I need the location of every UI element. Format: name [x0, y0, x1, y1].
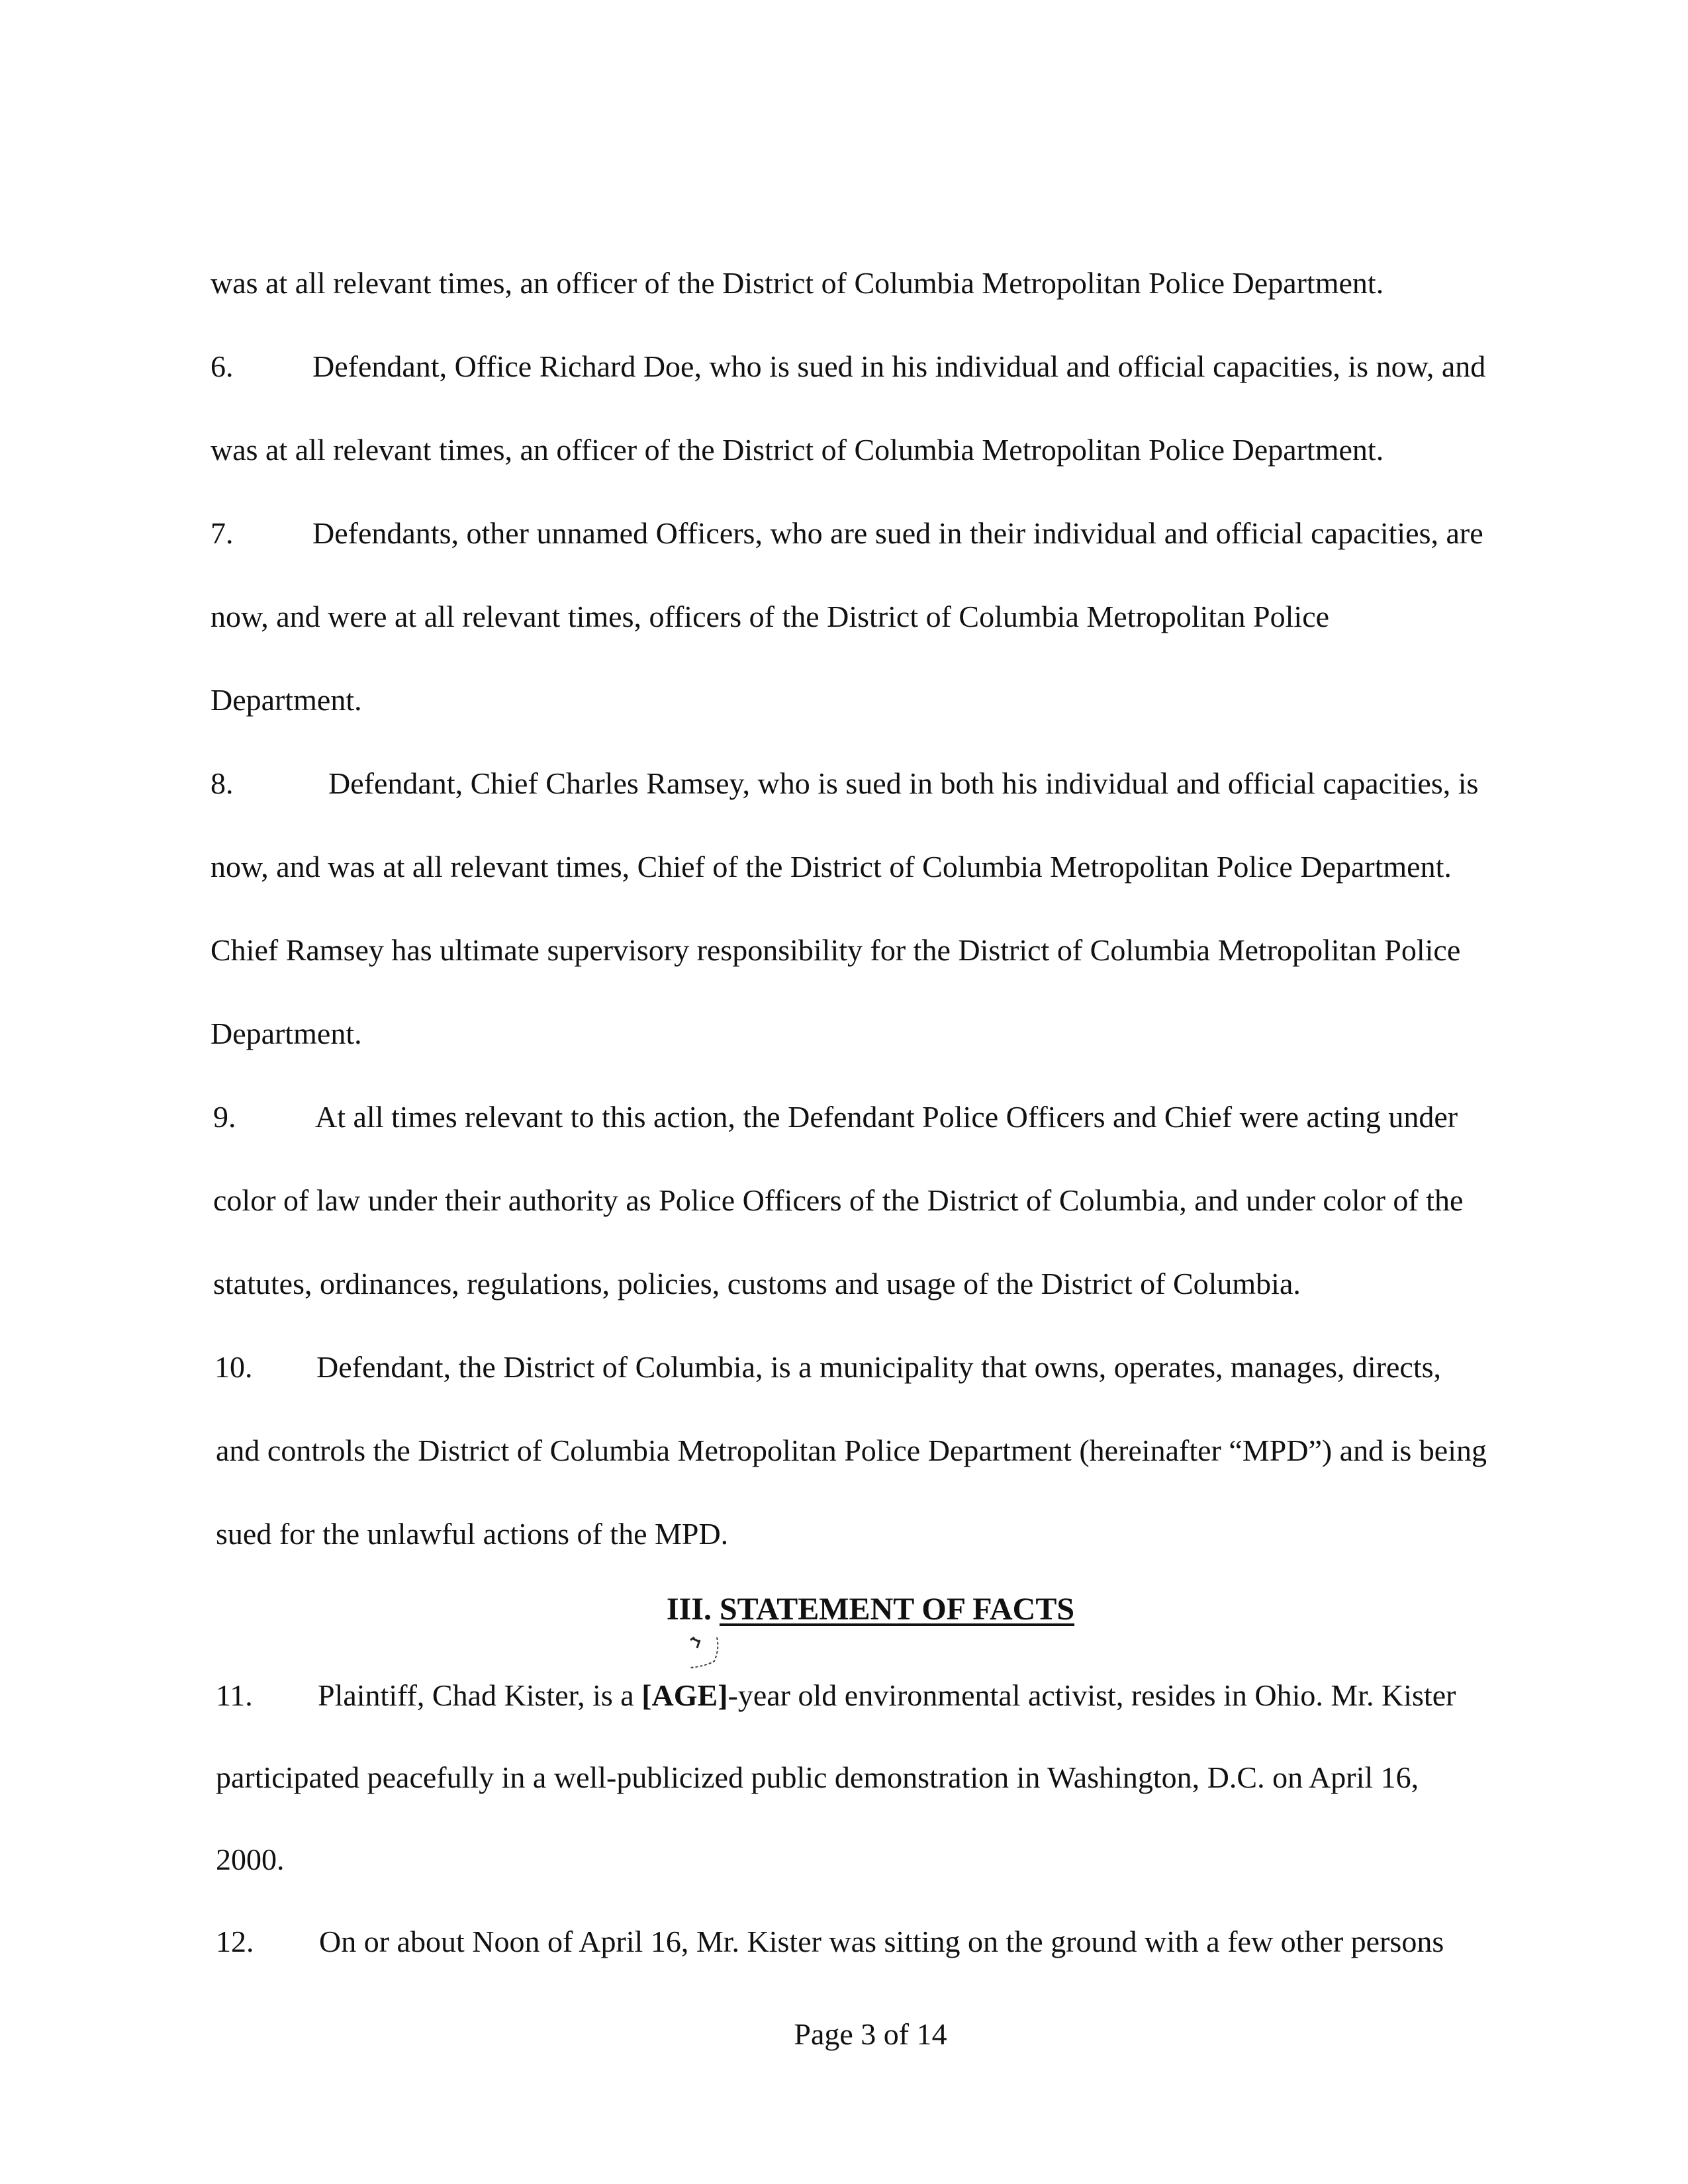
text-line: Department.: [211, 683, 362, 717]
text-line: Defendants, other unnamed Officers, who are sued in their individual and official capacities, are: [312, 516, 1483, 550]
text-segment: Plaintiff, Chad Kister, is a: [318, 1678, 642, 1712]
paragraph-number: 11.: [216, 1678, 253, 1712]
handwritten-mark-icon: [685, 1635, 738, 1674]
page-number-footer: Page 3 of 14: [794, 2017, 947, 2051]
text-line: was at all relevant times, an officer of the District of Columbia Metropolitan Police Department.: [211, 266, 1384, 300]
text-line: and controls the District of Columbia Metropolitan Police Department (hereinafter “MPD”) and is being: [216, 1433, 1487, 1467]
text-line: Defendant, Chief Charles Ramsey, who is sued in both his individual and official capacities, is: [328, 766, 1479, 800]
paragraph-number: 10.: [214, 1350, 253, 1384]
age-placeholder: [AGE]: [641, 1678, 728, 1712]
paragraph-number: 6.: [211, 349, 234, 383]
paragraph-number: 8.: [211, 766, 234, 800]
paragraph-number: 9.: [213, 1100, 236, 1134]
paragraph-number: 12.: [216, 1925, 254, 1958]
text-line: now, and was at all relevant times, Chief of the District of Columbia Metropolitan Police Department.: [211, 850, 1452, 884]
text-line: Department.: [211, 1017, 362, 1050]
text-line: Defendant, the District of Columbia, is a municipality that owns, operates, manages, directs,: [316, 1350, 1442, 1384]
text-line: was at all relevant times, an officer of the District of Columbia Metropolitan Police Department.: [211, 433, 1384, 467]
paragraph-number: 7.: [211, 516, 234, 550]
text-line: sued for the unlawful actions of the MPD.: [216, 1517, 729, 1551]
text-segment: -year old environmental activist, resides in Ohio. Mr. Kister: [727, 1678, 1456, 1712]
text-line: participated peacefully in a well-publicized public demonstration in Washington, D.C. on April 16,: [216, 1760, 1419, 1794]
text-line: At all times relevant to this action, the Defendant Police Officers and Chief were acting under: [315, 1100, 1458, 1134]
section-number: III.: [666, 1592, 720, 1627]
text-line: statutes, ordinances, regulations, policies, customs and usage of the District of Columbia.: [213, 1267, 1301, 1300]
text-line: now, and were at all relevant times, officers of the District of Columbia Metropolitan Police: [211, 600, 1330, 633]
text-line: color of law under their authority as Police Officers of the District of Columbia, and under color of the: [213, 1183, 1464, 1217]
handwritten-note: [685, 1635, 738, 1678]
text-line: Defendant, Office Richard Doe, who is sued in his individual and official capacities, is now, and: [312, 349, 1486, 383]
text-line: [318, 1677, 1456, 1714]
text-line: 2000.: [216, 1843, 285, 1876]
text-line: Chief Ramsey has ultimate supervisory responsibility for the District of Columbia Metropolitan Police: [211, 933, 1461, 967]
text-line: On or about Noon of April 16, Mr. Kister was sitting on the ground with a few other persons: [319, 1925, 1444, 1958]
section-title: STATEMENT OF FACTS: [719, 1592, 1075, 1627]
section-heading: [0, 1591, 1688, 1628]
